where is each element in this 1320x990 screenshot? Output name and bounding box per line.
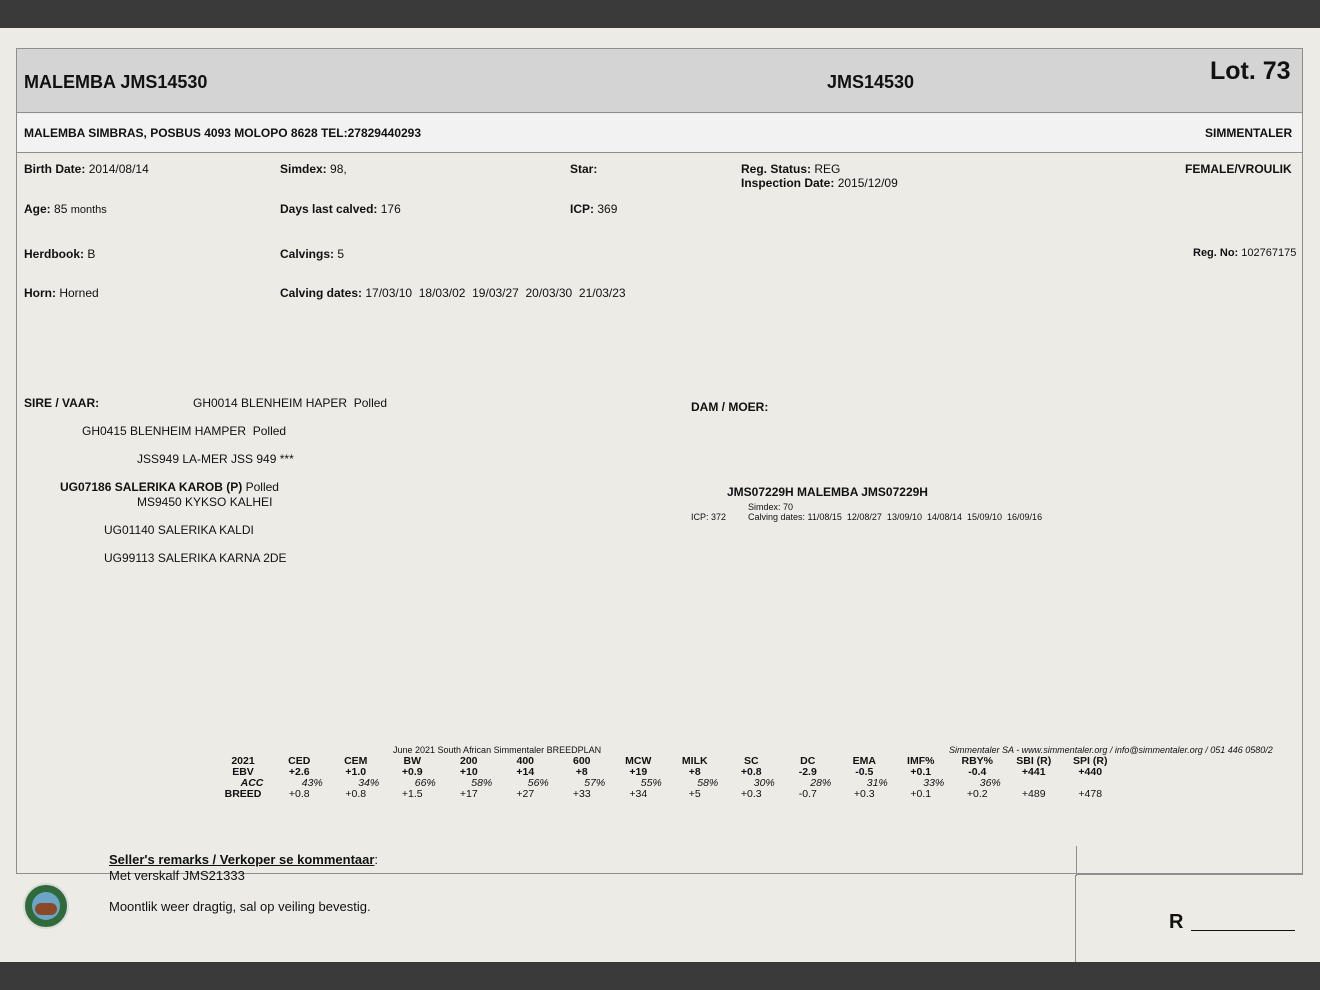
ebv-header-cell: IMF%	[907, 755, 935, 767]
breed-average-cell: +1.5	[401, 788, 423, 800]
breedplan-contact: Simmentaler SA - www.simmentaler.org / info@simmentaler.org / 051 446 0580/2	[949, 745, 1273, 755]
ebv-header-cell: 600	[572, 755, 591, 767]
ebv-header-cell: SPI (R)	[1073, 755, 1108, 767]
ebv-cell: +0.9	[401, 766, 423, 778]
sire-dam: UG07186 SALERIKA KAROB (P) Polled	[60, 480, 279, 494]
catalogue-page	[0, 28, 1320, 962]
ebv-cell: +0.8	[740, 766, 762, 778]
breed-average-cell: +34	[629, 788, 648, 800]
registration-status: Reg. Status: REG Inspection Date: 2015/12/09	[741, 162, 898, 190]
dam-calving-dates: Calving dates: 11/08/15 12/08/27 13/09/10 14/08/14 15/09/10 16/09/16	[748, 512, 1043, 522]
ebv-header-cell: SC	[743, 755, 759, 767]
ebv-cell: +19	[629, 766, 648, 778]
ebv-header-cell: MILK	[681, 755, 708, 767]
accuracy-cell: 55%	[640, 777, 662, 789]
calving-dates: Calving dates: 17/03/10 18/03/02 19/03/27 20/03/30 21/03/23	[280, 286, 626, 300]
ebv-cell: +0.1	[910, 766, 932, 778]
breed-average-cell: +17	[459, 788, 478, 800]
breed-average-cell: +0.2	[966, 788, 988, 800]
sire-dam-sire: MS9450 KYKSO KALHEI	[137, 495, 273, 509]
ebv-header-cell: CEM	[344, 755, 368, 767]
dam-name: JMS07229H MALEMBA JMS07229H	[727, 485, 928, 499]
ebv-header-cell: 400	[516, 755, 535, 767]
ebv-cell: -0.5	[855, 766, 874, 778]
breed-average-cell: +5	[688, 788, 701, 800]
ebv-cell: +441	[1021, 766, 1046, 778]
sex-label: FEMALE/VROULIK	[1185, 162, 1292, 176]
header-band	[17, 49, 1302, 113]
herdbook: Herdbook: B	[24, 247, 96, 261]
ebv-header-label: 2021	[231, 755, 255, 767]
horn: Horn: Horned	[24, 286, 99, 300]
breed-average-cell: +0.3	[853, 788, 875, 800]
remarks-box	[17, 875, 1076, 970]
breed-average-cell: +27	[516, 788, 535, 800]
dam-simdex: Simdex: 70	[748, 502, 794, 512]
divider	[1076, 874, 1303, 875]
remarks-line-2: Moontlik weer dragtig, sal op veiling bevestig.	[109, 899, 371, 914]
accuracy-cell: 33%	[923, 777, 945, 789]
accuracy-cell: 58%	[471, 777, 493, 789]
ebv-cell: +2.6	[288, 766, 310, 778]
accuracy-cell: 30%	[753, 777, 775, 789]
ebv-header-cell: CED	[288, 755, 311, 767]
price-line	[1191, 930, 1295, 931]
animal-title: MALEMBA JMS14530	[24, 72, 208, 92]
dam-label: DAM / MOER:	[691, 400, 769, 414]
calvings: Calvings: 5	[280, 247, 345, 261]
ebv-label: EBV	[232, 766, 254, 778]
accuracy-cell: 56%	[527, 777, 549, 789]
breed-average-cell: +489	[1021, 788, 1046, 800]
ebv-header-cell: 200	[459, 755, 478, 767]
breed-average-cell: +478	[1078, 788, 1103, 800]
divider	[1076, 846, 1077, 876]
price-currency: R	[1169, 911, 1184, 933]
sire-sire-sire: JSS949 LA-MER JSS 949 ***	[137, 452, 294, 466]
remarks-line-1: Met verskalf JMS21333	[109, 868, 245, 883]
icp: ICP: 369	[570, 202, 618, 216]
ebv-cell: +8	[575, 766, 588, 778]
sire-label: SIRE / VAAR:	[24, 396, 100, 410]
star-label: Star:	[570, 162, 598, 176]
simdex: Simdex: 98,	[280, 162, 347, 176]
remarks-title: Seller's remarks / Verkoper se kommentaar:	[109, 852, 379, 867]
sire-dam-dam-dam: UG99113 SALERIKA KARNA 2DE	[104, 551, 287, 565]
ebv-header-cell: BW	[403, 755, 421, 767]
ebv-table	[215, 756, 1119, 800]
breedplan-caption: June 2021 South African Simmentaler BREEDPLAN	[393, 745, 602, 755]
breed-average-cell: +0.8	[288, 788, 310, 800]
accuracy-cell: 34%	[358, 777, 380, 789]
ebv-header-cell: MCW	[625, 755, 652, 767]
ebv-cell: +14	[516, 766, 535, 778]
breed-average-cell: +0.1	[910, 788, 932, 800]
ebv-cell: -0.4	[968, 766, 987, 778]
sire-dam-dam: UG01140 SALERIKA KALDI	[104, 523, 254, 537]
breed-average-cell: +0.8	[345, 788, 367, 800]
accuracy-cell: 66%	[414, 777, 436, 789]
breed-average-cell: -0.7	[798, 788, 817, 800]
accuracy-cell: 57%	[584, 777, 606, 789]
ebv-cell: +440	[1078, 766, 1103, 778]
breed-name: SIMMENTALER	[1205, 126, 1293, 140]
age: Age: 85 months	[24, 202, 107, 216]
breeder-info: MALEMBA SIMBRAS, POSBUS 4093 MOLOPO 8628 TEL:27829440293	[24, 126, 422, 140]
breed-average-label: BREED	[224, 788, 262, 800]
days-last-calved: Days last calved: 176	[280, 202, 401, 216]
accuracy-cell: 43%	[301, 777, 323, 789]
accuracy-cell: 58%	[697, 777, 719, 789]
sire-name: GH0014 BLENHEIM HAPER Polled	[193, 396, 388, 410]
ebv-header-cell: RBY%	[961, 755, 993, 767]
accuracy-cell: 31%	[866, 777, 888, 789]
ebv-cell: -2.9	[798, 766, 817, 778]
animal-id: JMS14530	[827, 72, 915, 92]
accuracy-cell: 28%	[810, 777, 832, 789]
ebv-header-cell: EMA	[852, 755, 876, 767]
sire-sire: GH0415 BLENHEIM HAMPER Polled	[82, 424, 287, 438]
ebv-cell: +1.0	[345, 766, 367, 778]
birth-date: Birth Date: 2014/08/14	[24, 162, 149, 176]
ebv-cell: +8	[688, 766, 701, 778]
lot-number: Lot. 73	[1210, 57, 1291, 85]
viewer-bottom-bar	[0, 962, 1320, 990]
accuracy-cell: 36%	[979, 777, 1001, 789]
society-logo-icon	[23, 883, 69, 929]
ebv-header-cell: DC	[800, 755, 816, 767]
breed-average-cell: +0.3	[740, 788, 762, 800]
breed-average-row	[215, 789, 1119, 800]
accuracy-label: ACC	[240, 777, 264, 789]
dam-icp: ICP: 372	[691, 512, 727, 522]
ebv-cell: +10	[459, 766, 478, 778]
registration-number: Reg. No: 102767175	[1193, 247, 1297, 259]
ebv-header-cell: SBI (R)	[1016, 755, 1052, 767]
breed-average-cell: +33	[572, 788, 591, 800]
